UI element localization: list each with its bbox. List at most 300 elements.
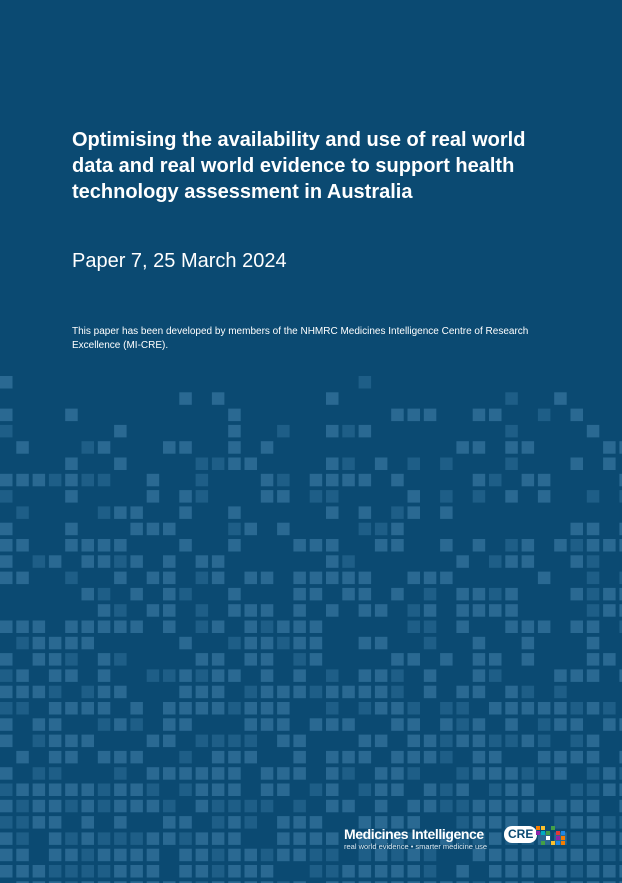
decorative-tile (16, 784, 29, 797)
decorative-tile (179, 669, 192, 682)
decorative-tile (228, 669, 241, 682)
authorship-note: This paper has been developed by members of the NHMRC Medicines Intelligence Centre of Research Excellence (MI-CRE). (72, 326, 529, 351)
logo-mosaic-square (561, 836, 565, 840)
decorative-tile (505, 767, 518, 780)
decorative-tile (359, 604, 372, 617)
logo-mosaic-square (541, 841, 545, 845)
decorative-tile (505, 865, 518, 878)
decorative-tile (0, 718, 13, 731)
decorative-tile (277, 637, 290, 650)
decorative-tile (65, 523, 78, 536)
decorative-tile (408, 458, 421, 471)
decorative-tile (245, 849, 258, 862)
decorative-tile (163, 604, 176, 617)
decorative-tile (228, 832, 241, 845)
decorative-tile (82, 474, 95, 487)
decorative-tile (277, 523, 290, 536)
decorative-tile (49, 849, 62, 862)
decorative-tile (245, 637, 258, 650)
decorative-tile (375, 735, 388, 748)
decorative-tile (277, 735, 290, 748)
decorative-tile (293, 604, 306, 617)
decorative-tile (554, 751, 567, 764)
logo-mosaic-square (536, 831, 540, 835)
decorative-tile (554, 718, 567, 731)
decorative-tile (16, 816, 29, 829)
decorative-tile (212, 865, 225, 878)
decorative-tile (554, 392, 567, 405)
decorative-tile (49, 555, 62, 568)
decorative-tile (163, 735, 176, 748)
decorative-tile (228, 588, 241, 601)
decorative-tile (408, 409, 421, 422)
decorative-tile (310, 653, 323, 666)
decorative-tile (489, 784, 502, 797)
decorative-tile (489, 800, 502, 813)
decorative-tile (261, 653, 274, 666)
decorative-tile (424, 604, 437, 617)
decorative-tile (114, 539, 127, 552)
decorative-tile (603, 702, 616, 715)
decorative-tile (522, 784, 535, 797)
medicines-intelligence-logo (344, 826, 574, 852)
decorative-tile (65, 621, 78, 634)
decorative-tile (261, 849, 274, 862)
decorative-tile (261, 686, 274, 699)
decorative-tile (587, 832, 600, 845)
decorative-tile (456, 621, 469, 634)
decorative-tile (0, 702, 13, 715)
logo-mosaic-square (556, 836, 560, 840)
decorative-tile (49, 832, 62, 845)
decorative-tile (440, 800, 453, 813)
decorative-tile (98, 784, 111, 797)
decorative-tile (147, 490, 160, 503)
decorative-tile (424, 751, 437, 764)
decorative-tile (49, 474, 62, 487)
decorative-tile (359, 784, 372, 797)
decorative-tile (587, 669, 600, 682)
decorative-tile (277, 784, 290, 797)
decorative-tile (587, 751, 600, 764)
decorative-tile (0, 376, 13, 389)
decorative-tile (82, 539, 95, 552)
decorative-tile (326, 539, 339, 552)
decorative-tile (424, 409, 437, 422)
decorative-tile (408, 572, 421, 585)
decorative-tile (65, 637, 78, 650)
logo-mosaic-square (536, 826, 540, 830)
decorative-tile (489, 767, 502, 780)
decorative-tile (571, 409, 584, 422)
decorative-tile (179, 767, 192, 780)
decorative-tile (587, 604, 600, 617)
decorative-tile (33, 767, 46, 780)
decorative-tile (587, 735, 600, 748)
decorative-tile (82, 865, 95, 878)
decorative-tile (375, 458, 388, 471)
decorative-tile (359, 572, 372, 585)
decorative-tile (245, 572, 258, 585)
decorative-tile (359, 735, 372, 748)
logo-name: Medicines Intelligence (344, 826, 484, 842)
decorative-tile (554, 800, 567, 813)
decorative-tile (65, 490, 78, 503)
decorative-tile (49, 767, 62, 780)
decorative-tile (310, 572, 323, 585)
decorative-tile (440, 653, 453, 666)
decorative-tile (391, 718, 404, 731)
decorative-tile (310, 621, 323, 634)
decorative-tile (571, 669, 584, 682)
decorative-tile (212, 800, 225, 813)
decorative-tile (49, 669, 62, 682)
decorative-tile (98, 506, 111, 519)
decorative-tile (440, 735, 453, 748)
decorative-tile (359, 474, 372, 487)
decorative-tile (196, 767, 209, 780)
decorative-tile (505, 735, 518, 748)
decorative-tile (342, 767, 355, 780)
decorative-tile (571, 718, 584, 731)
decorative-tile (16, 800, 29, 813)
decorative-tile (587, 784, 600, 797)
decorative-tile (473, 637, 486, 650)
decorative-tile (65, 572, 78, 585)
decorative-tile (456, 588, 469, 601)
decorative-tile (16, 849, 29, 862)
decorative-tile (408, 621, 421, 634)
decorative-tile (261, 621, 274, 634)
decorative-tile (456, 784, 469, 797)
decorative-tile (489, 751, 502, 764)
decorative-tile (163, 621, 176, 634)
decorative-tile (489, 735, 502, 748)
decorative-tile (49, 718, 62, 731)
decorative-tile (245, 702, 258, 715)
decorative-tile (163, 767, 176, 780)
decorative-tile (98, 604, 111, 617)
decorative-tile (196, 702, 209, 715)
decorative-tile (98, 441, 111, 454)
decorative-tile (98, 718, 111, 731)
decorative-tile (16, 686, 29, 699)
decorative-tile (179, 865, 192, 878)
decorative-tile (228, 523, 241, 536)
decorative-tile (277, 474, 290, 487)
decorative-tile (538, 718, 551, 731)
decorative-tile (326, 506, 339, 519)
decorative-tile (196, 653, 209, 666)
decorative-tile (245, 653, 258, 666)
decorative-tile (326, 474, 339, 487)
decorative-tile (473, 686, 486, 699)
decorative-tile (456, 767, 469, 780)
logo-mosaic-square (546, 836, 550, 840)
decorative-tile (163, 555, 176, 568)
decorative-tile (571, 555, 584, 568)
decorative-tile (293, 735, 306, 748)
decorative-tile (261, 604, 274, 617)
decorative-tile (245, 458, 258, 471)
decorative-tile (261, 767, 274, 780)
decorative-tile (33, 637, 46, 650)
decorative-tile (391, 474, 404, 487)
decorative-tile (0, 539, 13, 552)
decorative-tile (391, 669, 404, 682)
decorative-tile (440, 506, 453, 519)
decorative-tile (587, 523, 600, 536)
decorative-tile (0, 800, 13, 813)
decorative-tile (179, 506, 192, 519)
decorative-tile (326, 686, 339, 699)
decorative-tile (196, 865, 209, 878)
decorative-tile (342, 425, 355, 438)
decorative-tile (391, 702, 404, 715)
decorative-tile (603, 832, 616, 845)
decorative-tile (473, 800, 486, 813)
decorative-tile (179, 637, 192, 650)
decorative-tile (245, 686, 258, 699)
decorative-tile (0, 767, 13, 780)
decorative-tile (293, 767, 306, 780)
decorative-tile (310, 718, 323, 731)
decorative-tile (98, 751, 111, 764)
decorative-tile (587, 425, 600, 438)
decorative-tile (424, 637, 437, 650)
decorative-tile (82, 588, 95, 601)
decorative-tile (98, 539, 111, 552)
decorative-tile (326, 572, 339, 585)
decorative-tile (424, 865, 437, 878)
decorative-tile (65, 653, 78, 666)
decorative-tile (391, 588, 404, 601)
decorative-tile (114, 653, 127, 666)
decorative-tile (359, 669, 372, 682)
decorative-tile (228, 735, 241, 748)
decorative-tile (293, 588, 306, 601)
decorative-tile (603, 784, 616, 797)
decorative-tile (440, 784, 453, 797)
decorative-tile (130, 718, 143, 731)
decorative-tile (440, 702, 453, 715)
decorative-tile (16, 751, 29, 764)
decorative-tile (342, 686, 355, 699)
decorative-tile (489, 555, 502, 568)
decorative-tile (130, 849, 143, 862)
logo-mosaic-square (546, 831, 550, 835)
decorative-tile (16, 621, 29, 634)
decorative-tile (245, 800, 258, 813)
decorative-tile (456, 735, 469, 748)
decorative-tile (424, 572, 437, 585)
decorative-tile (408, 604, 421, 617)
decorative-tile (179, 392, 192, 405)
decorative-tile (196, 621, 209, 634)
decorative-tile (245, 523, 258, 536)
decorative-tile (554, 702, 567, 715)
decorative-tile (375, 800, 388, 813)
decorative-tile (147, 669, 160, 682)
decorative-tile (228, 800, 241, 813)
decorative-tile (114, 767, 127, 780)
decorative-tile (163, 832, 176, 845)
decorative-tile (489, 604, 502, 617)
decorative-tile (49, 653, 62, 666)
decorative-tile (277, 686, 290, 699)
decorative-tile (114, 816, 127, 829)
decorative-tile (261, 784, 274, 797)
decorative-tile (310, 539, 323, 552)
decorative-tile (440, 572, 453, 585)
decorative-tile (310, 832, 323, 845)
decorative-tile (130, 800, 143, 813)
decorative-tile (473, 767, 486, 780)
decorative-tile (310, 588, 323, 601)
decorative-tile (505, 392, 518, 405)
decorative-tile (33, 555, 46, 568)
decorative-tile (245, 735, 258, 748)
decorative-tile (130, 832, 143, 845)
decorative-tile (147, 800, 160, 813)
decorative-tile (245, 865, 258, 878)
decorative-tile (522, 539, 535, 552)
decorative-tile (212, 669, 225, 682)
document-title: Optimising the availability and use of real world data and real world evidence to support health technology assessment in Australia (72, 129, 526, 203)
decorative-tile (33, 865, 46, 878)
decorative-tile (326, 751, 339, 764)
decorative-tile (505, 588, 518, 601)
decorative-tile (522, 800, 535, 813)
decorative-tile (587, 816, 600, 829)
decorative-tile (196, 474, 209, 487)
decorative-tile (571, 865, 584, 878)
decorative-tile (538, 409, 551, 422)
decorative-tile (391, 784, 404, 797)
decorative-tile (603, 441, 616, 454)
decorative-tile (505, 800, 518, 813)
decorative-tile (65, 669, 78, 682)
document-subtitle: Paper 7, 25 March 2024 (72, 250, 287, 272)
decorative-tile (33, 735, 46, 748)
decorative-tile (0, 474, 13, 487)
decorative-tile (212, 832, 225, 845)
decorative-tile (0, 653, 13, 666)
decorative-tile (538, 735, 551, 748)
decorative-tile (473, 604, 486, 617)
logo-mosaic-square (541, 831, 545, 835)
decorative-tile (114, 621, 127, 634)
cover-content (72, 127, 572, 351)
decorative-tile (65, 832, 78, 845)
decorative-tile (196, 849, 209, 862)
decorative-tile (522, 735, 535, 748)
decorative-tile (228, 604, 241, 617)
decorative-tile (473, 653, 486, 666)
decorative-tile (16, 669, 29, 682)
decorative-tile (375, 523, 388, 536)
decorative-tile (179, 784, 192, 797)
decorative-tile (130, 784, 143, 797)
logo-mosaic-icon (536, 826, 566, 846)
decorative-tile (196, 686, 209, 699)
decorative-tile (391, 523, 404, 536)
decorative-tile (359, 523, 372, 536)
decorative-tile (0, 523, 13, 536)
decorative-tile (505, 621, 518, 634)
decorative-tile (212, 392, 225, 405)
decorative-tile (293, 653, 306, 666)
decorative-tile (375, 686, 388, 699)
decorative-tile (522, 702, 535, 715)
decorative-tile (505, 441, 518, 454)
decorative-tile (277, 718, 290, 731)
decorative-tile (522, 441, 535, 454)
decorative-tile (196, 832, 209, 845)
decorative-tile (456, 865, 469, 878)
decorative-tile (228, 458, 241, 471)
decorative-tile (603, 849, 616, 862)
decorative-tile (391, 751, 404, 764)
decorative-tile (179, 490, 192, 503)
decorative-tile (114, 800, 127, 813)
decorative-tile (82, 816, 95, 829)
decorative-tile (245, 621, 258, 634)
decorative-tile (228, 425, 241, 438)
decorative-tile (16, 832, 29, 845)
decorative-tile (196, 604, 209, 617)
decorative-tile (456, 718, 469, 731)
decorative-tile (228, 865, 241, 878)
decorative-tile (408, 653, 421, 666)
decorative-tile (375, 539, 388, 552)
decorative-tile (424, 686, 437, 699)
decorative-tile (163, 441, 176, 454)
decorative-tile (293, 539, 306, 552)
decorative-tile (130, 751, 143, 764)
decorative-tile (326, 604, 339, 617)
decorative-tile (0, 735, 13, 748)
decorative-tile (375, 604, 388, 617)
decorative-tile (538, 767, 551, 780)
decorative-tile (342, 800, 355, 813)
decorative-tile (179, 539, 192, 552)
decorative-tile (0, 490, 13, 503)
decorative-tile (408, 506, 421, 519)
decorative-tile (571, 621, 584, 634)
decorative-tile (82, 702, 95, 715)
decorative-tile (82, 621, 95, 634)
decorative-tile (424, 621, 437, 634)
decorative-tile (49, 865, 62, 878)
decorative-tile (261, 441, 274, 454)
decorative-tile (212, 784, 225, 797)
decorative-tile (212, 686, 225, 699)
decorative-tile (179, 816, 192, 829)
decorative-tile (473, 539, 486, 552)
decorative-tile (293, 800, 306, 813)
decorative-tile (473, 751, 486, 764)
decorative-tile (473, 474, 486, 487)
decorative-tile (342, 718, 355, 731)
decorative-tile (408, 702, 421, 715)
decorative-tile (505, 425, 518, 438)
decorative-tile (277, 425, 290, 438)
decorative-tile (114, 604, 127, 617)
decorative-tile (114, 865, 127, 878)
decorative-tile (98, 621, 111, 634)
decorative-tile (326, 555, 339, 568)
